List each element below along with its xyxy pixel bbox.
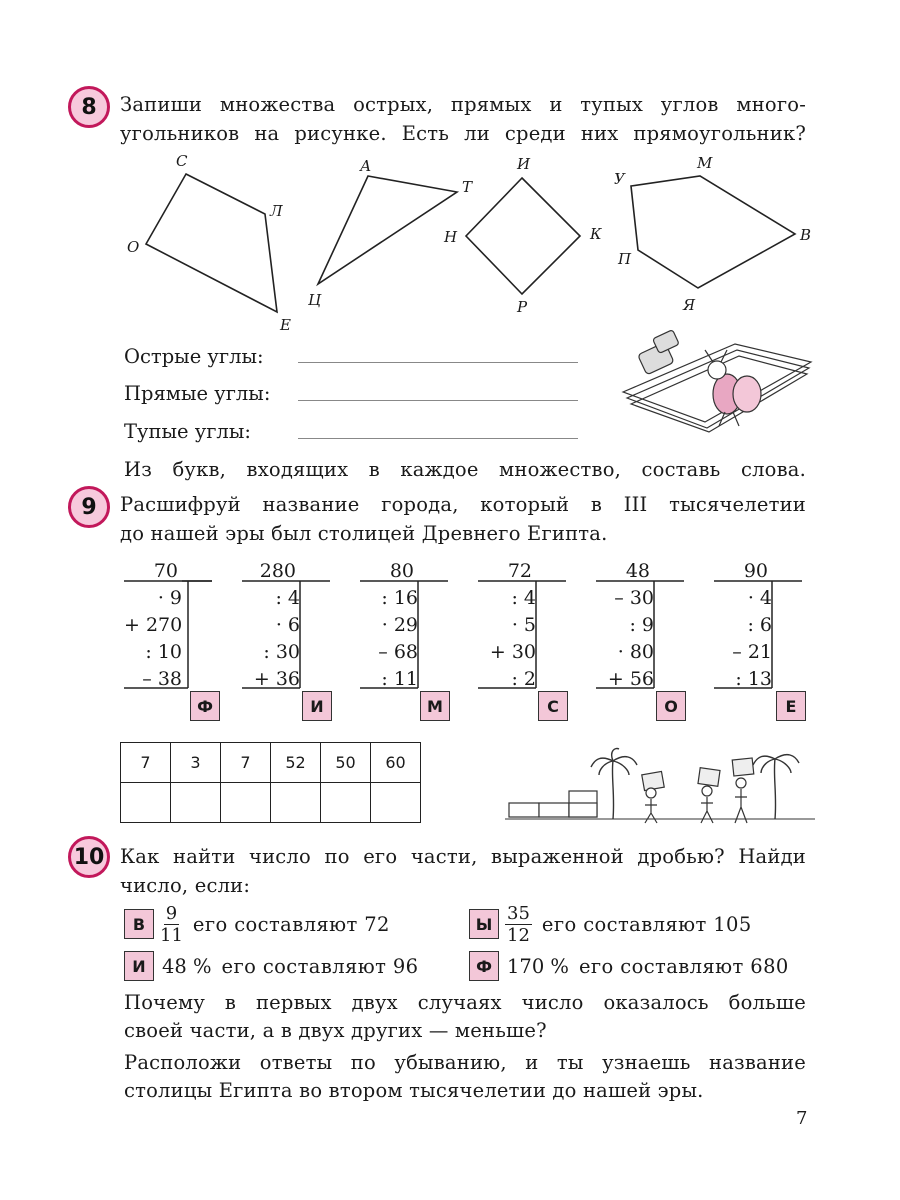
cipher-letter: О <box>656 691 686 721</box>
vertex-label: У <box>614 170 625 188</box>
chain-op: – 38 <box>142 668 182 690</box>
vertex-label: О <box>127 238 140 256</box>
task-number-badge: 10 <box>68 836 110 878</box>
chain-op: : 4 <box>275 587 300 609</box>
answer-value: 7 <box>121 743 171 783</box>
acute-angles-label: Острые углы: <box>124 345 264 368</box>
answer-cell[interactable] <box>171 783 221 823</box>
answer-cell[interactable] <box>371 783 421 823</box>
fraction: $\frac{35}{12}$ <box>507 902 530 946</box>
answer-cell[interactable] <box>321 783 371 823</box>
cipher-letter: Е <box>776 691 806 721</box>
answer-value: 60 <box>371 743 421 783</box>
answer-cell[interactable] <box>221 783 271 823</box>
vertex-label: Л <box>270 202 283 220</box>
chain-op: : 9 <box>629 614 654 636</box>
task10-question-line1: Почему в первых двух случаях число оказалось больше <box>124 991 806 1014</box>
chain-op: : 2 <box>511 668 536 690</box>
chain-op: – 21 <box>732 641 772 663</box>
percent-value: 48 % <box>162 954 212 978</box>
chain-start: 90 <box>743 560 768 582</box>
percent-value: 170 % <box>507 954 569 978</box>
task9-text-line2: до нашей эры был столицей Древнего Египта. <box>120 522 608 545</box>
vertex-label: М <box>697 154 713 172</box>
obtuse-angles-label: Тупые углы: <box>124 420 251 443</box>
vertex-label: С <box>176 152 188 170</box>
chain-op: : 11 <box>381 668 418 690</box>
item-text: его составляют 680 <box>578 954 789 978</box>
chain-op: + 30 <box>489 641 536 663</box>
task8-text-line2: угольников на рисунке. Есть ли среди них прямоугольник? <box>120 122 806 145</box>
chain-op: : 10 <box>145 641 182 663</box>
task10-text-line1: Как найти число по его части, выраженной дробью? Найди <box>120 845 806 868</box>
chain-op: – 68 <box>378 641 418 663</box>
chain-op: : 4 <box>511 587 536 609</box>
task10-instruction-line2: столицы Египта во втором тысячелетии до нашей эры. <box>124 1079 704 1102</box>
egypt-workers-illustration <box>505 745 815 833</box>
chain-op: + 36 <box>253 668 300 690</box>
page-number: 7 <box>796 1108 808 1129</box>
vertex-label: Я <box>683 296 696 314</box>
answer-cell[interactable] <box>121 783 171 823</box>
chain-op: : 16 <box>381 587 418 609</box>
task10-instruction-line1: Расположи ответы по убыванию, и ты узнаешь название <box>124 1051 806 1074</box>
item-text: его составляют 96 <box>221 954 419 978</box>
chain-start: 280 <box>259 560 296 582</box>
chain-start: 48 <box>625 560 650 582</box>
task9-text-line1: Расшифруй название города, который в III тысячелетии <box>120 493 806 516</box>
percent-item <box>469 950 789 982</box>
cipher-letter: М <box>420 691 450 721</box>
percent-item <box>124 950 418 982</box>
chain-start: 72 <box>507 560 532 582</box>
vertex-label: Р <box>517 298 528 316</box>
task8-text-line1: Запиши множества острых, прямых и тупых углов много- <box>120 93 806 116</box>
vertex-label: Т <box>462 178 473 196</box>
item-letter: И <box>124 951 154 981</box>
chain-op: · 80 <box>617 641 654 663</box>
task-number-badge: 9 <box>68 486 110 528</box>
right-angles-label: Прямые углы: <box>124 382 271 405</box>
cipher-letter: И <box>302 691 332 721</box>
fraction-item <box>124 902 390 946</box>
task10-text-line2: число, если: <box>120 874 251 897</box>
vertex-label: А <box>360 157 372 175</box>
cipher-letter: Ф <box>190 691 220 721</box>
chain-op: : 13 <box>735 668 772 690</box>
chain-op: · 6 <box>275 614 300 636</box>
vertex-label: В <box>800 226 812 244</box>
answer-table <box>120 742 421 823</box>
chain-op: · 5 <box>511 614 536 636</box>
item-letter: В <box>124 909 154 939</box>
task10-question-line2: своей части, а в двух других — меньше? <box>124 1019 547 1042</box>
item-text: его составляют 72 <box>192 912 390 936</box>
fraction-item <box>469 902 752 946</box>
chain-op: + 56 <box>607 668 654 690</box>
chain-start: 80 <box>389 560 414 582</box>
vertex-label: К <box>590 225 602 243</box>
vertex-label: Н <box>444 228 458 246</box>
answer-cell[interactable] <box>271 783 321 823</box>
cipher-letter: С <box>538 691 568 721</box>
chain-op: : 6 <box>747 614 772 636</box>
item-letter: Ф <box>469 951 499 981</box>
chain-op: · 4 <box>747 587 772 609</box>
answer-value: 52 <box>271 743 321 783</box>
item-text: его составляют 105 <box>541 912 752 936</box>
answer-value: 7 <box>221 743 271 783</box>
chain-start: 70 <box>153 560 178 582</box>
fraction: $\frac{9}{11}$ <box>160 902 183 946</box>
task8-words-instruction: Из букв, входящих в каждое множество, составь слова. <box>124 458 806 481</box>
vertex-label: Ц <box>308 291 322 309</box>
chain-op: + 270 <box>124 614 183 636</box>
task-number-badge: 8 <box>68 86 110 128</box>
chain-op: · 9 <box>157 587 182 609</box>
chain-op: – 30 <box>614 587 654 609</box>
vertex-label: Е <box>280 316 291 334</box>
chain-op: · 29 <box>381 614 418 636</box>
answer-value: 3 <box>171 743 221 783</box>
answer-value: 50 <box>321 743 371 783</box>
chain-op: : 30 <box>263 641 300 663</box>
vertex-label: И <box>517 155 531 173</box>
item-letter: Ы <box>469 909 499 939</box>
vertex-label: П <box>618 250 632 268</box>
